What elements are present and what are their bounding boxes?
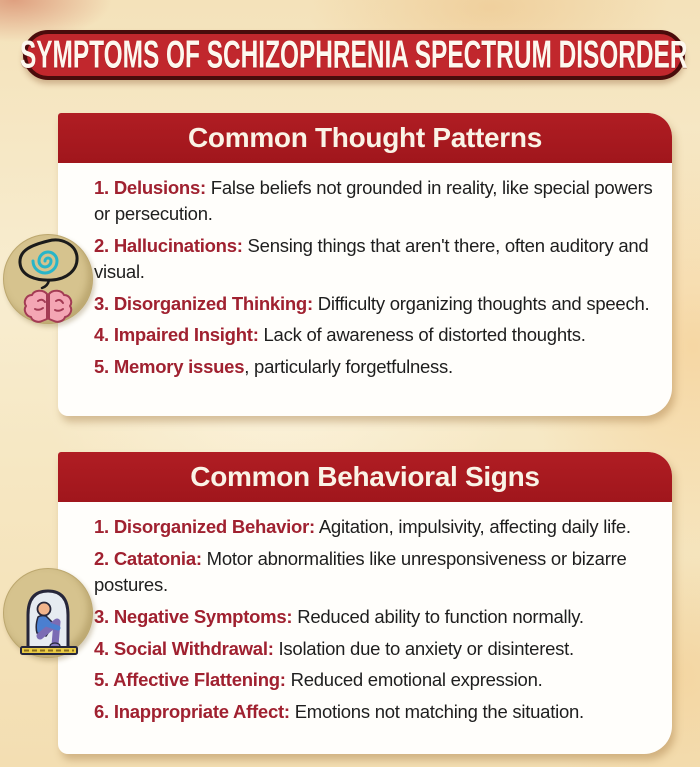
- behavioral-signs-title: Common Behavioral Signs: [190, 461, 540, 492]
- item-text: Reduced ability to function normally.: [292, 605, 584, 627]
- list-item: [94, 514, 658, 540]
- item-text: Agitation, impulsivity, affecting daily life.: [314, 516, 631, 537]
- item-label: 5. Affective Flattening:: [94, 669, 286, 691]
- brain-spiral-illustration: [4, 235, 92, 323]
- item-label: 6. Inappropriate Affect:: [94, 701, 290, 723]
- item-label: 3. Negative Symptoms:: [94, 605, 293, 627]
- item-text: , particularly forgetfulness.: [244, 356, 453, 378]
- list-item: [94, 354, 658, 380]
- list-item: [94, 322, 658, 348]
- page-title: SYMPTOMS OF SCHIZOPHRENIA SPECTRUM DISORDER: [20, 33, 688, 76]
- thought-patterns-card: [58, 113, 672, 416]
- item-text: Sensing things that aren't there, often auditory and visual.: [94, 234, 649, 282]
- thought-patterns-header: [58, 113, 672, 163]
- list-item: [94, 699, 658, 725]
- thought-patterns-list: [58, 163, 672, 380]
- brain-spiral-icon: [3, 234, 93, 324]
- behavioral-signs-header: [58, 452, 672, 502]
- item-text: Lack of awareness of distorted thoughts.: [258, 324, 586, 346]
- list-item: [94, 636, 658, 662]
- item-text: Motor abnormalities like unresponsiveness or bizarre postures.: [94, 547, 627, 595]
- item-text: False beliefs not grounded in reality, like special powers or persecution.: [94, 177, 653, 224]
- item-label: 5. Memory issues: [94, 356, 245, 378]
- item-label: 2. Hallucinations:: [94, 234, 243, 256]
- list-item: [94, 233, 658, 285]
- item-text: Emotions not matching the situation.: [289, 701, 584, 723]
- item-label: 2. Catatonia:: [94, 547, 202, 569]
- list-item: [94, 604, 658, 630]
- item-label: 3. Disorganized Thinking:: [94, 292, 313, 314]
- item-text: Difficulty organizing thoughts and speech.: [312, 292, 650, 314]
- item-label: 1. Disorganized Behavior:: [94, 516, 315, 537]
- list-item: [94, 546, 658, 598]
- person-sitting-window-illustration: [4, 569, 92, 657]
- list-item: [94, 667, 658, 693]
- list-item: [94, 291, 658, 317]
- item-label: 1. Delusions:: [94, 177, 206, 198]
- list-item: [94, 175, 658, 227]
- item-label: 4. Impaired Insight:: [94, 324, 259, 346]
- thought-patterns-title: Common Thought Patterns: [188, 122, 542, 153]
- behavioral-signs-list: [58, 502, 672, 725]
- behavioral-signs-card: [58, 452, 672, 754]
- item-text: Reduced emotional expression.: [285, 669, 543, 691]
- item-text: Isolation due to anxiety or disinterest.: [273, 637, 574, 659]
- title-banner: [20, 30, 688, 80]
- item-label: 4. Social Withdrawal:: [94, 637, 274, 659]
- person-sitting-window-icon: [3, 568, 93, 658]
